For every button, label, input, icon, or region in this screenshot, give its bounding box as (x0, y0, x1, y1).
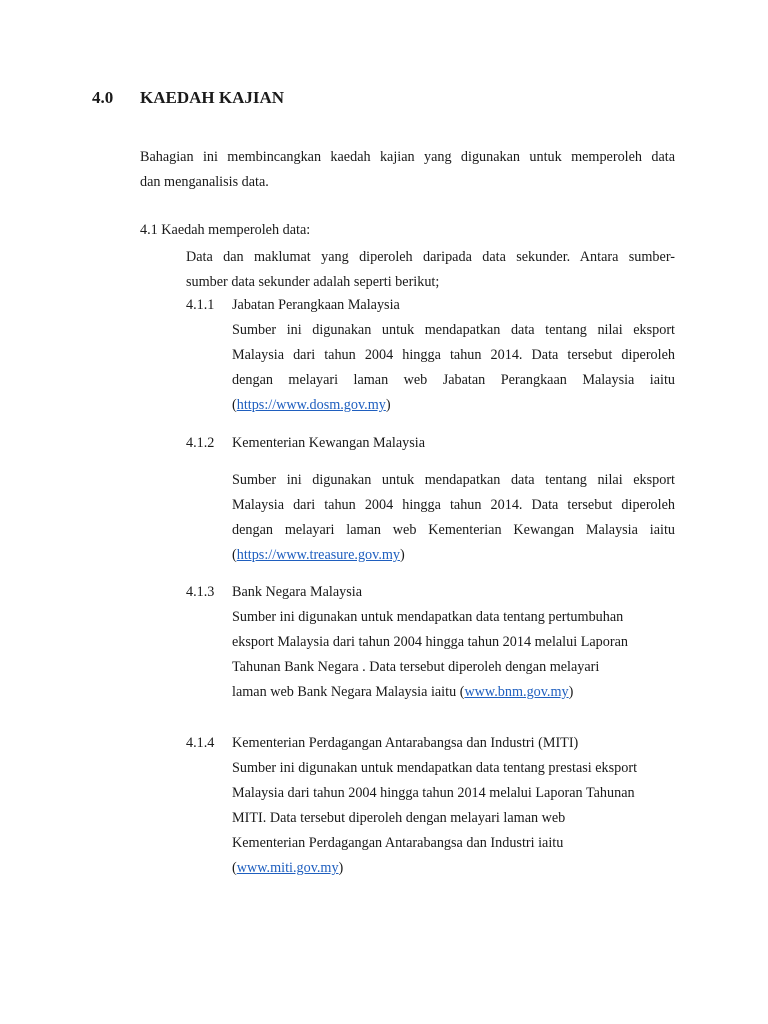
item-title: Kementerian Perdagangan Antarabangsa dan Industri (MITI) (232, 735, 579, 751)
item-link-line (232, 680, 675, 705)
link-prefix: ( (232, 547, 237, 563)
item-line: Tahunan Bank Negara . Data tersebut diperoleh dengan melayari (232, 659, 600, 675)
intro-line: Bahagian ini membincangkan kaedah kajian yang digunakan untuk memperoleh data (140, 149, 675, 165)
link-prefix: laman web Bank Negara Malaysia iaitu ( (232, 684, 465, 700)
section-number: 4.0 (92, 88, 114, 107)
item-body (232, 318, 675, 418)
item-line: Malaysia dari tahun 2004 hingga tahun 2014 melalui Laporan Tahunan (232, 785, 635, 801)
item-link-line (232, 393, 675, 418)
item-link-line (232, 543, 675, 568)
link-suffix: ) (385, 397, 391, 413)
intro-line: dan menganalisis data. (140, 174, 269, 190)
item-number: 4.1.4 (186, 735, 215, 751)
item-line: eksport Malaysia dari tahun 2004 hingga tahun 2014 melalui Laporan (232, 634, 628, 650)
item-line: Sumber ini digunakan untuk mendapatkan data tentang prestasi eksport (232, 760, 638, 776)
item-number: 4.1.2 (186, 435, 215, 451)
subsection-intro-line: sumber data sekunder adalah seperti berikut; (186, 274, 440, 290)
item-line: Kementerian Perdagangan Antarabangsa dan Industri iaitu (232, 835, 564, 851)
subsection-heading: 4.1 Kaedah memperoleh data: (140, 222, 311, 238)
item-number: 4.1.1 (186, 297, 215, 313)
dosm-link[interactable]: https://www.dosm.gov.my (236, 397, 386, 413)
item-title: Bank Negara Malaysia (232, 584, 363, 600)
bnm-link[interactable]: www.bnm.gov.my (464, 684, 569, 700)
item-line: Sumber ini digunakan untuk mendapatkan data tentang nilai eksport (232, 472, 675, 488)
item-line: Malaysia dari tahun 2004 hingga tahun 2014. Data tersebut diperoleh (232, 497, 675, 513)
item-line: Malaysia dari tahun 2004 hingga tahun 2014. Data tersebut diperoleh (232, 347, 675, 363)
link-prefix: ( (232, 397, 237, 413)
subsection-intro (186, 245, 675, 295)
item-line: MITI. Data tersebut diperoleh dengan melayari laman web (232, 810, 566, 826)
section-intro (140, 145, 675, 195)
item-title: Kementerian Kewangan Malaysia (232, 435, 426, 451)
item-body (232, 468, 675, 568)
link-suffix: ) (568, 684, 574, 700)
section-title: KAEDAH KAJIAN (140, 88, 285, 107)
item-line: dengan melayari laman web Jabatan Perangkaan Malaysia iaitu (232, 372, 675, 388)
item-line: Sumber ini digunakan untuk mendapatkan data tentang nilai eksport (232, 322, 675, 338)
treasury-link[interactable]: https://www.treasure.gov.my (236, 547, 400, 563)
item-link-line (232, 856, 675, 881)
item-body (232, 756, 675, 881)
link-suffix: ) (400, 547, 405, 563)
miti-link[interactable]: www.miti.gov.my (236, 860, 339, 876)
item-body (232, 605, 675, 705)
item-line: dengan melayari laman web Kementerian Kewangan Malaysia iaitu (232, 522, 675, 538)
subsection-intro-line: Data dan maklumat yang diperoleh daripada data sekunder. Antara sumber- (186, 249, 675, 265)
link-suffix: ) (338, 860, 344, 876)
link-prefix: ( (232, 860, 237, 876)
item-number: 4.1.3 (186, 584, 215, 600)
item-line: Sumber ini digunakan untuk mendapatkan data tentang pertumbuhan (232, 609, 624, 625)
item-title: Jabatan Perangkaan Malaysia (232, 297, 400, 313)
